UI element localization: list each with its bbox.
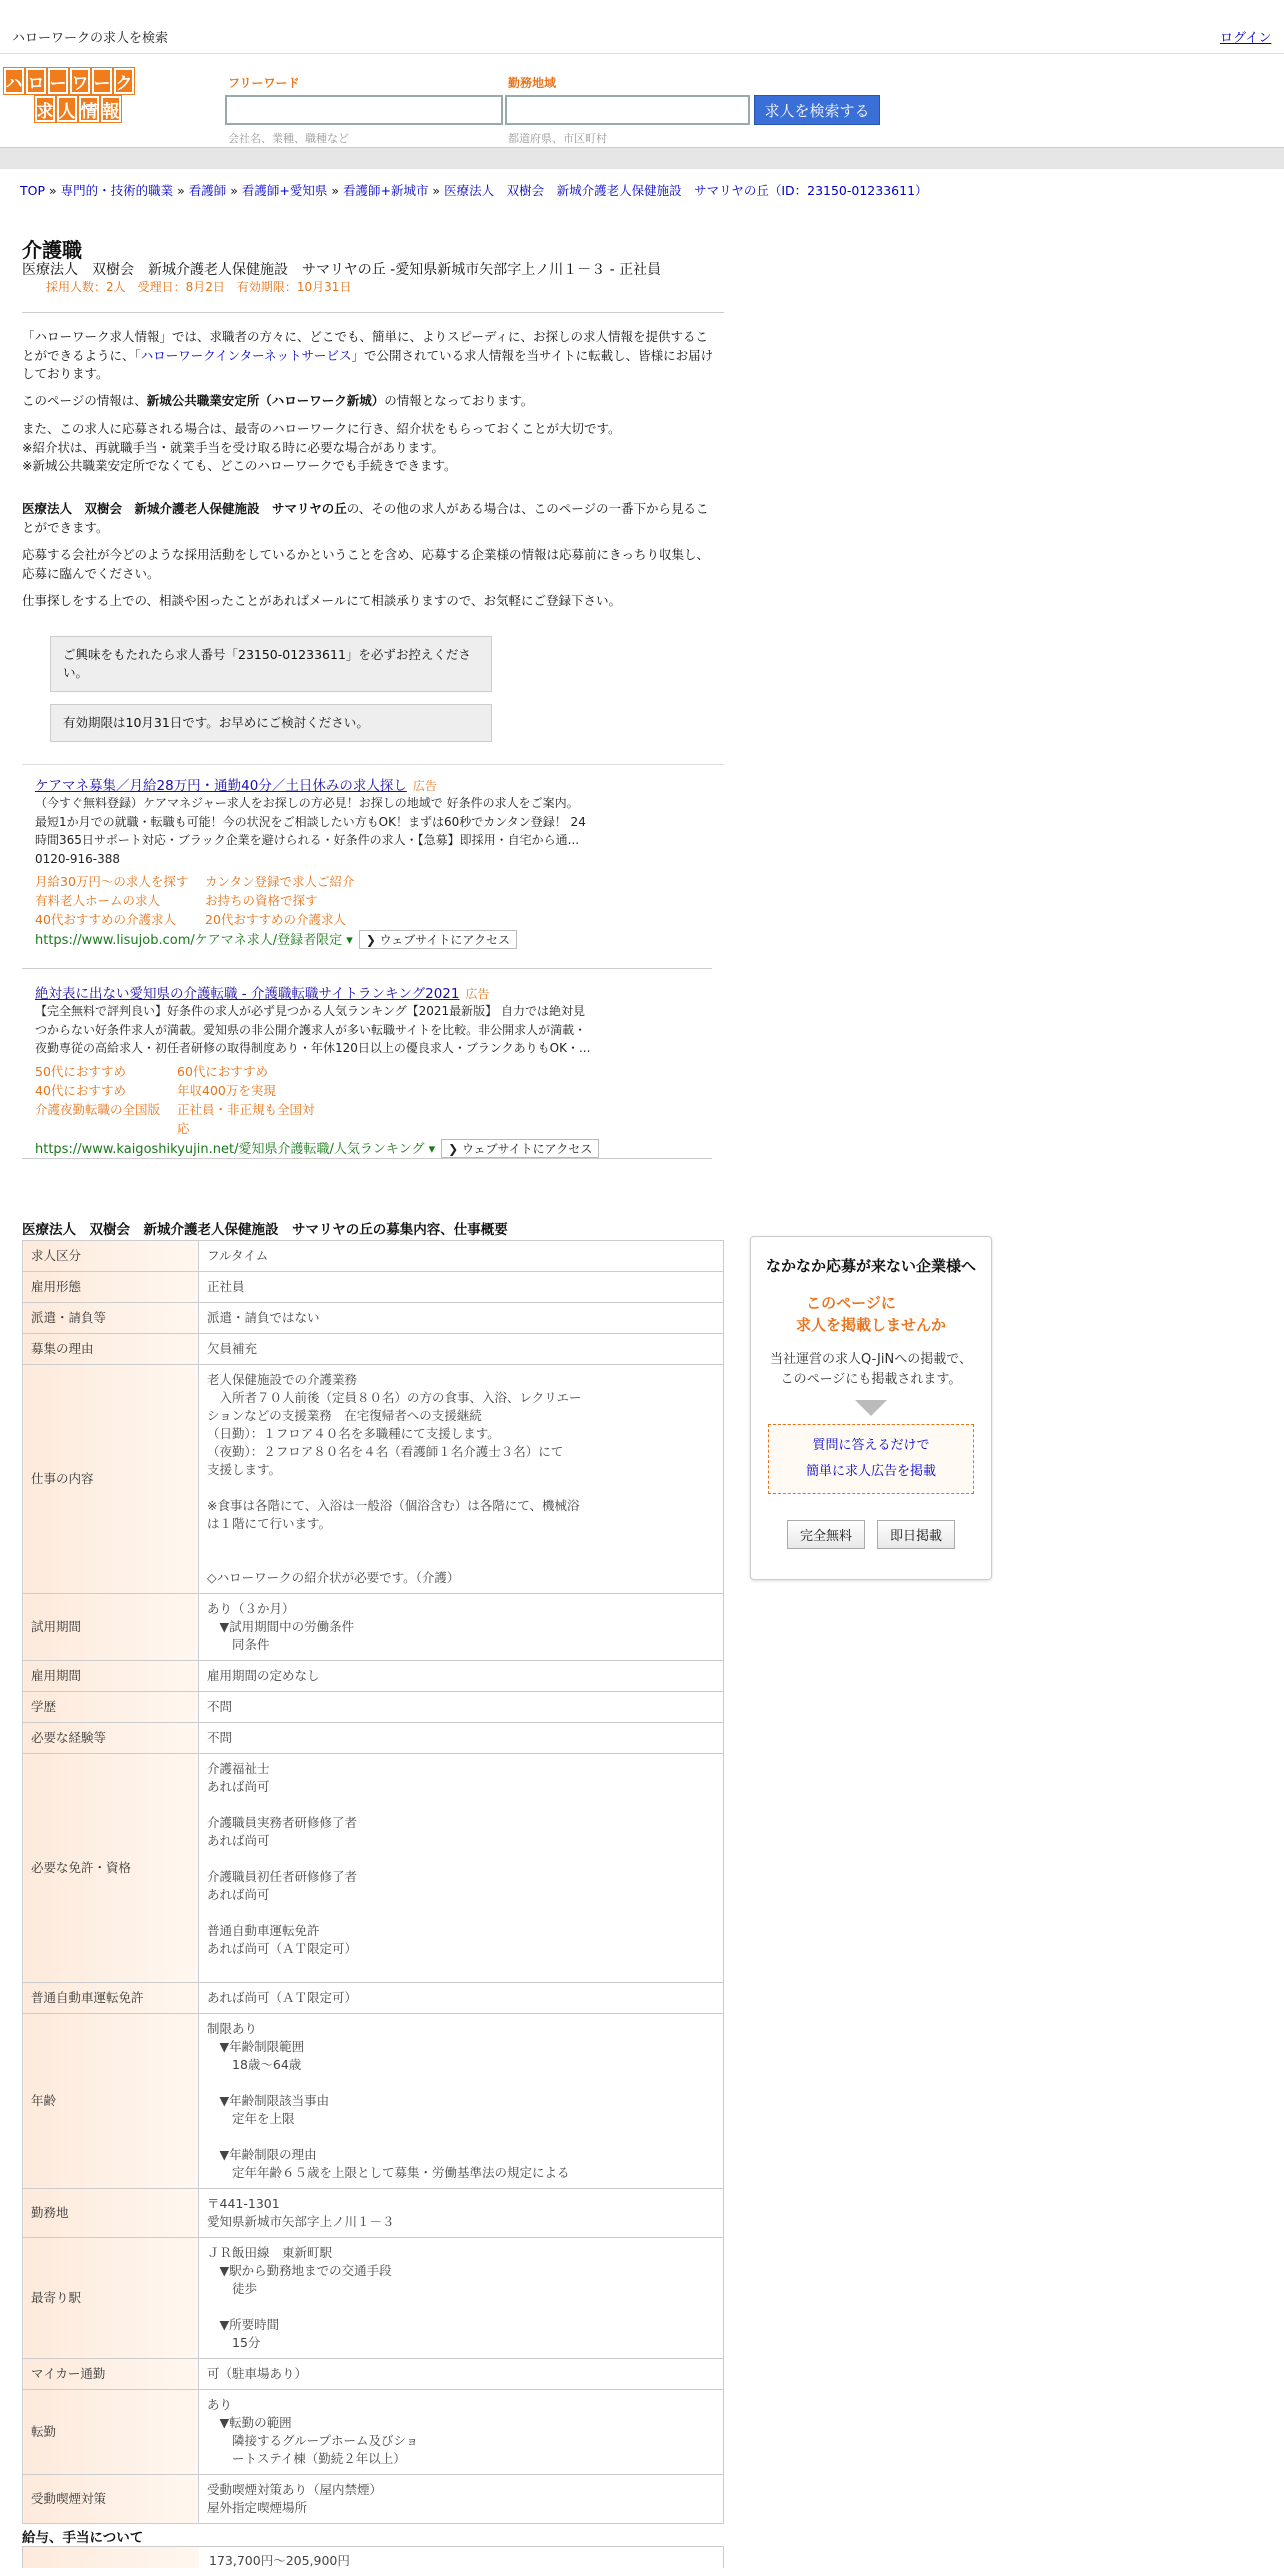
table-value-line xyxy=(207,1958,715,1976)
table-value-cell xyxy=(199,2390,724,2475)
sidebar-desc-line: このページにも掲載されます。 xyxy=(780,1372,962,1387)
table-header-cell: 雇用形態 xyxy=(23,1272,199,1303)
table-row xyxy=(23,1241,724,1272)
ad-sitelink-row xyxy=(35,891,712,910)
intro-paragraph-5: 応募する会社が今どのような採用活動をしているかということを含め、応募する企業様の情報は応募前にきっちり収集し、応募に臨んでください。 xyxy=(22,547,710,581)
job-number-notice: ご興味をもたれたら求人番号「23150-01233611」を必ずお控えください。 xyxy=(50,636,492,692)
table-value-line: 老人保健施設での介護業務 xyxy=(207,1372,358,1387)
table-value-cell xyxy=(199,1241,724,1272)
table-value-line: ▼年齢制限該当事由 xyxy=(207,2093,330,2108)
divider xyxy=(22,764,724,765)
table-value-line: 制限あり xyxy=(207,2021,258,2036)
intro-text: 「ハローワーク求人情報」では、求職者の方々に、どこでも、簡単に、よりスピーディに、お探しの求人情報を提供することができるように、「 xyxy=(22,329,709,363)
ad-url xyxy=(22,1138,712,1158)
ad-sitelink[interactable]: 20代おすすめの介護求人 xyxy=(205,912,347,927)
search-button[interactable]: 求人を検索する xyxy=(754,95,880,125)
breadcrumb xyxy=(20,181,928,199)
divider xyxy=(22,1158,712,1159)
area-hint: 都道府県、市区町村 xyxy=(508,132,607,145)
ad-tag: 広告 xyxy=(465,987,490,1001)
intro-text: の、その他の求人がある場合は、このページの一番下から見ることができます。 xyxy=(22,501,709,535)
divider xyxy=(22,968,712,969)
table-value-cell xyxy=(199,1594,724,1661)
intro-paragraph-4 xyxy=(22,500,714,537)
table-value-line: 介護職員初任者研修修了者 xyxy=(207,1869,358,1884)
table-header-cell: 受動喫煙対策 xyxy=(23,2475,199,2524)
expiry-notice: 有効期限は10月31日です。お早めにご検討ください。 xyxy=(50,704,492,742)
table-value-line: は１階にて行います。 xyxy=(207,1516,332,1531)
table-row xyxy=(23,1692,724,1723)
table-value-line: ▼駅から勤務地までの交通手段 xyxy=(207,2263,392,2278)
company-name: 医療法人 双樹会 新城介護老人保健施設 サマリヤの丘 xyxy=(22,501,347,516)
ad-url-text[interactable]: https://www.lisujob.com/ケアマネ求人/登録者限定 ▾ xyxy=(35,933,353,948)
ad-description-line: 時間365日サポート対応・ブラック企業を避けられる・好条件の求人・【急募】即採用・自宅から通... xyxy=(35,833,580,847)
arrow-down-icon xyxy=(855,1400,887,1416)
table-value-line: 15分 xyxy=(207,2335,261,2350)
table-value-line xyxy=(207,1479,715,1497)
ad-sitelink-row xyxy=(35,1100,712,1138)
ad-sitelink-row xyxy=(35,872,712,891)
table-value-line: あれば尚可 xyxy=(207,1779,270,1794)
table-value-cell xyxy=(199,1983,724,2014)
table-header-cell: 募集の理由 xyxy=(23,1334,199,1365)
table-value-line: 可（駐車場あり） xyxy=(207,2366,308,2381)
sidebar-link-post-ad[interactable]: 簡単に求人広告を掲載 xyxy=(805,1464,936,1479)
ad-sitelink[interactable]: 40代おすすめの介護求人 xyxy=(35,912,177,927)
details-section-title: 医療法人 双樹会 新城介護老人保健施設 サマリヤの丘の募集内容、仕事概要 xyxy=(22,1222,508,1238)
table-value-cell xyxy=(199,1661,724,1692)
table-header-cell: 転勤 xyxy=(23,2390,199,2475)
table-header-cell: 最寄り駅 xyxy=(23,2238,199,2359)
table-value-line: 支援します。 xyxy=(207,1462,282,1477)
ad-block-2 xyxy=(22,982,712,1158)
ad-sitelink[interactable]: 40代におすすめ xyxy=(35,1082,127,1098)
table-value-line: ▼転勤の範囲 xyxy=(207,2415,292,2430)
salary-value: 173,700円〜205,900円 xyxy=(209,2553,350,2568)
table-value-cell xyxy=(199,1272,724,1303)
table-value-cell xyxy=(199,2238,724,2359)
table-value-line: 普通自動車運転免許 xyxy=(207,1923,320,1938)
table-value-line xyxy=(207,1551,715,1569)
login-link[interactable]: ログイン xyxy=(1220,31,1272,46)
sidebar-headline-line: このページに xyxy=(806,1294,896,1312)
table-value-line: 定年を上限 xyxy=(207,2111,295,2126)
table-value-line: 不問 xyxy=(207,1730,233,1745)
ad-sitelink[interactable]: 介護夜勤転職の全国版 xyxy=(35,1101,161,1117)
freeword-label: フリーワード xyxy=(228,76,300,90)
intro-paragraph-3 xyxy=(22,420,714,476)
ad-sitelink-row xyxy=(35,1081,712,1100)
table-value-line xyxy=(207,1796,715,1814)
intro-text: このページの情報は、 xyxy=(22,393,147,408)
sidebar-headline-line: 求人を掲載しませんか xyxy=(795,1316,946,1334)
ad-sitelink[interactable]: 60代におすすめ xyxy=(177,1063,269,1079)
job-details-table xyxy=(22,1240,724,2524)
ad-title-row xyxy=(22,774,712,794)
breadcrumb-link[interactable]: 看護師 xyxy=(188,183,227,198)
logo-char: 報 xyxy=(101,96,121,122)
table-header-cell: 求人区分 xyxy=(23,1241,199,1272)
ad-sitelink-row xyxy=(35,1062,712,1081)
table-value-line: ▼年齢制限範囲 xyxy=(207,2039,305,2054)
breadcrumb-link[interactable]: 専門的・技術的職業 xyxy=(60,183,174,198)
table-value-line: ションなどの支援業務 在宅復帰者への支援継続 xyxy=(207,1408,482,1423)
table-row xyxy=(23,2390,724,2475)
table-value-line: ※食事は各階にて、入浴は一般浴（個浴含む）は各階にて、機械浴 xyxy=(207,1498,580,1513)
intro-text: 」で公開されている求人情報を当サイトに転載し、皆様にお届けしております。 xyxy=(22,347,714,381)
table-header-cell: 試用期間 xyxy=(23,1594,199,1661)
table-value-line: 徒歩 xyxy=(207,2281,258,2296)
divider xyxy=(22,312,724,313)
ad-description xyxy=(22,794,712,868)
table-header-cell: 必要な免許・資格 xyxy=(23,1754,199,1983)
table-value-line: 入所者７０人前後（定員８０名）の方の食事、入浴、レクリエー xyxy=(207,1390,582,1405)
logo-char: ー xyxy=(92,68,112,94)
table-row xyxy=(23,2238,724,2359)
breadcrumb-link[interactable]: 看護師+新城市 xyxy=(342,183,429,198)
table-value-line xyxy=(207,1904,715,1922)
table-value-line xyxy=(207,2074,715,2092)
ad-url xyxy=(22,929,712,949)
table-value-cell xyxy=(199,2189,724,2238)
table-header-cell: 勤務地 xyxy=(23,2189,199,2238)
breadcrumb-separator: » xyxy=(226,183,242,198)
area-input[interactable] xyxy=(505,95,750,125)
table-value-cell xyxy=(199,1334,724,1365)
table-row xyxy=(23,1365,724,1594)
table-value-cell xyxy=(199,2359,724,2390)
breadcrumb-separator: » xyxy=(45,183,61,198)
logo-char: ク xyxy=(114,68,134,94)
hellowork-internet-link[interactable]: ハローワークインターネットサービス xyxy=(140,347,352,363)
table-value-line: あり xyxy=(207,2397,233,2412)
table-value-line: 正社員 xyxy=(207,1279,245,1294)
freeword-input[interactable] xyxy=(225,95,503,125)
logo-char: ー xyxy=(48,68,68,94)
table-value-line: 〒441-1301 xyxy=(207,2196,280,2211)
ad-sitelink[interactable]: 有料老人ホームの求人 xyxy=(35,893,161,908)
breadcrumb-separator: » xyxy=(327,183,343,198)
logo-char: 人 xyxy=(57,96,77,122)
table-value-line: ▼年齢制限の理由 xyxy=(207,2147,317,2162)
table-value-line: 18歳〜64歳 xyxy=(207,2057,302,2072)
logo-row-1 xyxy=(4,68,180,94)
gray-divider-bar xyxy=(0,147,1284,169)
table-value-cell xyxy=(199,1754,724,1983)
table-value-line: あれば尚可（ＡＴ限定可） xyxy=(207,1941,358,1956)
site-search-title: ハローワークの求人を検索 xyxy=(12,31,169,46)
ad-url-text[interactable]: https://www.kaigoshikyujin.net/愛知県介護転職/人気ランキング ▾ xyxy=(35,1141,436,1157)
ad-sitelink[interactable]: 年収400万を実現 xyxy=(177,1082,276,1098)
ad-title-link[interactable]: ケアマネ募集／月給28万円・通勤40分／土日休みの求人探し xyxy=(35,778,407,794)
table-header-cell: 必要な経験等 xyxy=(23,1723,199,1754)
logo-char: ハ xyxy=(4,68,24,94)
office-name: 新城公共職業安定所（ハローワーク新城） xyxy=(146,393,385,408)
table-value-line: あれば尚可（ＡＴ限定可） xyxy=(207,1990,358,2005)
visit-website-button[interactable]: ❯ ウェブサイトにアクセス xyxy=(359,930,517,949)
table-value-line: ▼試用期間中の労働条件 xyxy=(207,1619,355,1634)
advertise-sidebar xyxy=(750,1236,992,1580)
ad-description-line: つからない好条件求人が満載。愛知県の非公開介護求人が多い転職サイトを比較。非公開求人が満載・ xyxy=(35,1022,587,1037)
table-row xyxy=(23,1983,724,2014)
job-title: 介護職 xyxy=(22,238,82,262)
ad-description-line: 【完全無料で評判良い】好条件の求人が必ず見つかる人気ランキング【2021最新版】 自力では絶対見 xyxy=(35,1004,585,1018)
table-value-line: あれば尚可 xyxy=(207,1887,270,1902)
table-row xyxy=(23,1594,724,1661)
breadcrumb-separator: » xyxy=(173,183,189,198)
table-value-cell xyxy=(199,1365,724,1594)
intro-line: ※紹介状は、再就職手当・就業手当を受け取る時に必要な場合があります。 xyxy=(22,439,444,455)
table-value-line xyxy=(207,2298,715,2316)
ad-sitelink[interactable]: 50代におすすめ xyxy=(35,1063,127,1079)
table-value-line: 隣接するグループホーム及びショ xyxy=(207,2433,419,2448)
table-value-line xyxy=(207,1533,715,1551)
table-header-cell: 雇用期間 xyxy=(23,1661,199,1692)
same-day-button[interactable]: 即日掲載 xyxy=(877,1520,955,1549)
intro-paragraph-6: 仕事探しをする上での、相談や困ったことがあればメールにて相談承りますので、お気軽にご登録下さい。 xyxy=(22,593,622,608)
table-row xyxy=(23,1334,724,1365)
salary-table xyxy=(22,2546,724,2568)
ad-description-line: （今すぐ無料登録）ケアマネジャー求人をお探しの方必見！お探しの地域で 好条件の求人をご案内。 xyxy=(35,796,579,810)
table-value-line xyxy=(207,1850,715,1868)
breadcrumb-separator: » xyxy=(428,183,445,198)
ad-sitelink[interactable]: カンタン登録で求人ご紹介 xyxy=(205,874,355,889)
table-header-cell: 学歴 xyxy=(23,1692,199,1723)
table-row xyxy=(23,2189,724,2238)
logo-char: ロ xyxy=(26,68,46,94)
sidebar-link-box xyxy=(768,1424,974,1494)
table-row xyxy=(23,1661,724,1692)
table-row xyxy=(23,2359,724,2390)
table-header-cell: 派遣・請負等 xyxy=(23,1303,199,1334)
sidebar-title: なかなか応募が来ない企業様へ xyxy=(765,1257,976,1275)
ad-sitelinks xyxy=(22,1062,712,1138)
salary-section-title: 給与、手当について xyxy=(22,2530,144,2546)
ad-description-line: 最短1か月での就職・転職も可能！今の状況をご相談したい方もOK！まずは60秒でカンタン登録！ 24 xyxy=(35,814,586,829)
table-value-line: 同条件 xyxy=(207,1637,270,1652)
table-row xyxy=(23,1754,724,1983)
intro-line: また、この求人に応募される場合は、最寄のハローワークに行き、紹介状をもらっておくことが大切です。 xyxy=(22,421,621,436)
logo-char: ワ xyxy=(70,68,90,94)
table-value-line xyxy=(207,2128,715,2146)
visit-website-button[interactable]: ❯ ウェブサイトにアクセス xyxy=(441,1139,599,1158)
table-value-line: 欠員補充 xyxy=(207,1341,258,1356)
intro-text: の情報となっております。 xyxy=(384,393,534,408)
table-header-cell: 普通自動車運転免許 xyxy=(23,1983,199,2014)
ad-block-1 xyxy=(22,774,712,949)
ad-title-row xyxy=(22,982,712,1002)
table-value-line: 雇用期間の定めなし xyxy=(207,1668,320,1683)
table-header-cell: 仕事の内容 xyxy=(23,1365,199,1594)
ad-description-line: 夜勤専従の高給求人・初任者研修の取得制度あり・年休120日以上の優良求人・ブランクありもOK・... xyxy=(35,1041,591,1055)
ad-sitelink[interactable]: お持ちの資格で探す xyxy=(205,893,318,908)
intro-paragraph-1 xyxy=(22,328,714,384)
table-value-cell xyxy=(199,2475,724,2524)
table-row xyxy=(23,1272,724,1303)
table-value-line: ートステイ棟（勤続２年以上） xyxy=(207,2451,406,2466)
table-row xyxy=(23,1303,724,1334)
table-value-line: （夜勤）：２フロア８０名を４名（看護師１名介護士３名）にて xyxy=(207,1444,564,1459)
table-value-cell xyxy=(199,2014,724,2189)
table-value-line: 受動喫煙対策あり（屋内禁煙） xyxy=(207,2482,383,2497)
table-value-line: ▼所要時間 xyxy=(207,2317,280,2332)
table-value-line: 不問 xyxy=(207,1699,233,1714)
table-value-line: あれば尚可 xyxy=(207,1833,270,1848)
top-header-bar xyxy=(0,0,1284,54)
job-meta: 採用人数：2人 受理日：8月2日 有効期限：10月31日 xyxy=(46,280,352,294)
table-value-cell xyxy=(199,1692,724,1723)
breadcrumb-link[interactable]: 医療法人 双樹会 新城介護老人保健施設 サマリヤの丘（ID：23150-01233611） xyxy=(444,183,928,198)
ad-sitelinks xyxy=(22,872,712,929)
table-value-line: 屋外指定喫煙場所 xyxy=(207,2500,308,2515)
table-value-line: 定年年齢６５歳を上限として募集・労働基準法の規定による xyxy=(207,2165,570,2180)
table-value-line: ◇ハローワークの紹介状が必要です。（介護） xyxy=(207,1570,460,1585)
table-row xyxy=(23,1723,724,1754)
table-value-line: ＪＲ飯田線 東新町駅 xyxy=(207,2245,333,2260)
ad-tag: 広告 xyxy=(412,779,437,793)
table-row xyxy=(23,2014,724,2189)
sidebar-desc-line: 当社運営の求人Q-JiNへの掲載で、 xyxy=(770,1352,972,1367)
table-header-cell: 年齢 xyxy=(23,2014,199,2189)
table-value-line: フルタイム xyxy=(207,1248,269,1263)
table-value-line: 派遣・請負ではない xyxy=(207,1310,320,1325)
ad-description xyxy=(22,1002,712,1058)
table-value-cell xyxy=(199,1723,724,1754)
area-label: 勤務地域 xyxy=(508,76,557,90)
breadcrumb-link[interactable]: 看護師+愛知県 xyxy=(241,183,328,198)
table-value-line: （日勤）：１フロア４０名を多職種にて支援します。 xyxy=(207,1426,500,1441)
table-row xyxy=(23,2475,724,2524)
ad-title-link[interactable]: 絶対表に出ない愛知県の介護転職 - 介護職転職サイトランキング2021 xyxy=(35,986,460,1002)
freeword-hint: 会社名、業種、職種など xyxy=(228,132,349,145)
intro-line: ※新城公共職業安定所でなくても、どこのハローワークでも手続きできます。 xyxy=(22,458,457,473)
ad-sitelink-row xyxy=(35,910,712,929)
table-header-cell: マイカー通勤 xyxy=(23,2359,199,2390)
ad-sitelink[interactable]: 正社員・非正規も全国対応 xyxy=(177,1101,315,1136)
job-subtitle: 医療法人 双樹会 新城介護老人保健施設 サマリヤの丘 -愛知県新城市矢部字上ノ川１－３ - 正社員 xyxy=(22,262,662,278)
sidebar-description xyxy=(751,1350,991,1390)
hellowork-logo[interactable] xyxy=(4,68,180,126)
logo-char: 求 xyxy=(35,96,55,122)
ad-sitelink[interactable]: 月給30万円～の求人を探す xyxy=(35,874,189,889)
sidebar-headline xyxy=(751,1292,991,1336)
ad-description-line: 0120-916-388 xyxy=(35,851,121,866)
intro-paragraph-2 xyxy=(22,392,714,411)
table-value-line: あり（３か月） xyxy=(207,1601,295,1616)
breadcrumb-link[interactable]: TOP xyxy=(20,183,46,198)
sidebar-link-question[interactable]: 質問に答えるだけで xyxy=(812,1438,930,1453)
free-button[interactable]: 完全無料 xyxy=(787,1520,865,1549)
logo-row-2 xyxy=(35,96,180,122)
logo-char: 情 xyxy=(79,96,99,122)
table-value-line: 介護職員実務者研修修了者 xyxy=(207,1815,358,1830)
table-value-line: 愛知県新城市矢部字上ノ川１－３ xyxy=(207,2214,395,2229)
table-value-cell xyxy=(199,1303,724,1334)
table-value-line: 介護福祉士 xyxy=(207,1761,270,1776)
salary-table-header xyxy=(23,2547,199,2568)
